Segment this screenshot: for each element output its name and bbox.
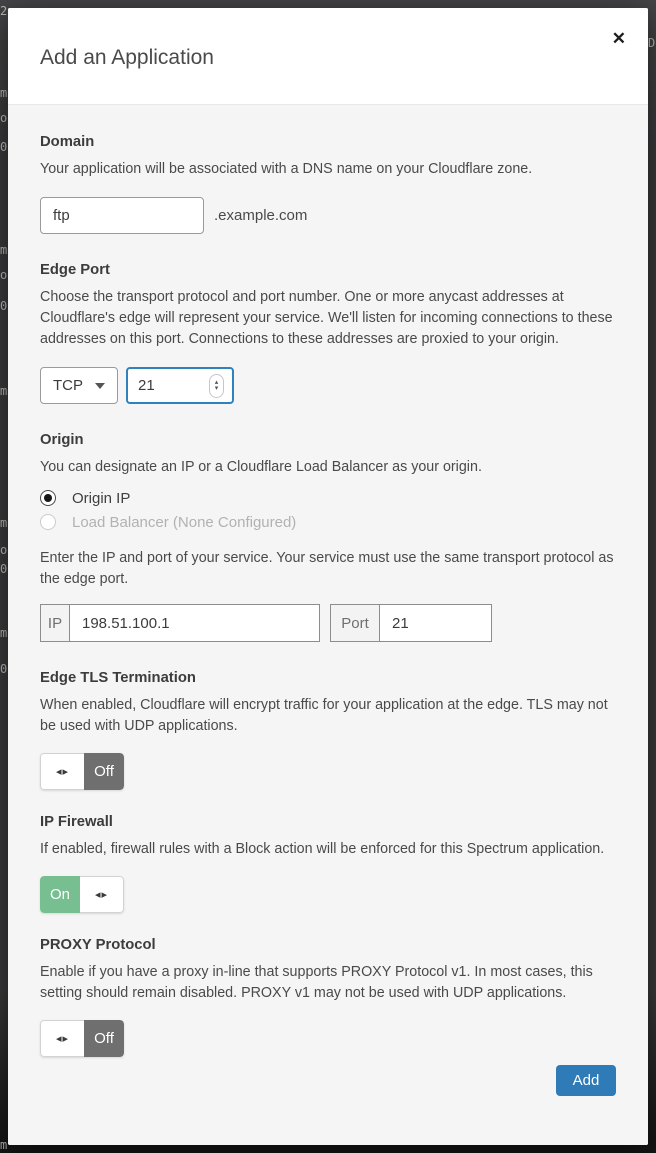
domain-description: Your application will be associated with a DNS name on your Cloudflare zone.	[40, 161, 533, 177]
toggle-knob-icon: ◂▸	[40, 1020, 84, 1057]
ip-firewall-label: IP Firewall	[40, 814, 113, 830]
backdrop-text-fragment: o	[0, 111, 8, 125]
backdrop-text-fragment: m	[0, 1138, 8, 1152]
protocol-select[interactable]	[40, 367, 118, 404]
close-icon[interactable]: ✕	[611, 29, 626, 48]
backdrop-text-fragment: D	[648, 36, 656, 50]
toggle-knob-icon: ◂▸	[40, 753, 84, 790]
edge-port-controls	[40, 367, 616, 404]
origin-radios	[40, 486, 616, 534]
backdrop-text-fragment: 0	[0, 299, 8, 313]
origin-ip-radio-row[interactable]	[40, 486, 616, 510]
modal-title: Add an Application	[40, 46, 214, 69]
origin-ip-input[interactable]	[70, 605, 319, 641]
proxy-protocol-toggle[interactable]	[40, 1020, 124, 1057]
edge-port-description: Choose the transport protocol and port number. One or more anycast addresses at Cloudflare's edge will represent your service. We'll listen for incoming connections to these addresses on this port. Connections to these addresses are proxied to your origin.	[40, 289, 613, 347]
modal-header	[8, 8, 648, 104]
ip-firewall-toggle[interactable]	[40, 876, 124, 913]
proxy-protocol-description: Enable if you have a proxy in-line that supports PROXY Protocol v1. In most cases, this setting should remain disabled. PROXY v1 may not be used with UDP applications.	[40, 964, 593, 1001]
edge-tls-label: Edge TLS Termination	[40, 670, 196, 686]
protocol-select-value: TCP	[53, 377, 83, 394]
origin-description: You can designate an IP or a Cloudflare Load Balancer as your origin.	[40, 459, 482, 475]
stepper-up-icon[interactable]: ▴	[214, 378, 219, 386]
edge-port-input-wrap	[126, 367, 234, 404]
backdrop-text-fragment: m	[0, 626, 8, 640]
origin-port-group	[330, 604, 492, 642]
backdrop-text-fragment: o	[0, 543, 8, 557]
add-button[interactable]: Add	[556, 1065, 616, 1096]
port-prefix-label: Port	[331, 605, 380, 641]
backdrop-text-fragment: m	[0, 516, 8, 530]
backdrop-text-fragment: 0	[0, 562, 8, 576]
edge-tls-toggle[interactable]	[40, 753, 124, 790]
origin-ip-description: Enter the IP and port of your service. Your service must use the same transport protocol as the edge port.	[40, 550, 614, 587]
stepper-down-icon[interactable]: ▾	[214, 384, 219, 392]
origin-inputs-row	[40, 604, 616, 642]
ip-prefix-label: IP	[41, 605, 70, 641]
edge-tls-description: When enabled, Cloudflare will encrypt traffic for your application at the edge. TLS may not be used with UDP applications.	[40, 697, 608, 734]
origin-label: Origin	[40, 432, 84, 448]
backdrop-text-fragment: 0	[0, 140, 8, 154]
origin-ip-group	[40, 604, 320, 642]
backdrop-text-fragment: m	[0, 243, 8, 257]
backdrop-text-fragment: o	[0, 268, 8, 282]
backdrop-text-fragment: m	[0, 384, 8, 398]
backdrop-text-fragment: 0	[0, 662, 8, 676]
domain-input[interactable]	[40, 197, 204, 234]
number-stepper-icon[interactable]	[209, 374, 224, 398]
add-application-modal	[8, 8, 648, 1145]
radio-disabled-icon	[40, 514, 56, 530]
toggle-knob-icon: ◂▸	[80, 876, 124, 913]
modal-body	[8, 104, 648, 1145]
chevron-down-icon	[95, 383, 105, 389]
edge-port-label: Edge Port	[40, 262, 110, 278]
origin-ip-radio-label: Origin IP	[72, 489, 131, 507]
backdrop-text-fragment: 2	[0, 4, 8, 18]
domain-label: Domain	[40, 134, 95, 150]
load-balancer-radio-row	[40, 510, 616, 534]
edge-port-input[interactable]	[138, 377, 198, 394]
proxy-protocol-label: PROXY Protocol	[40, 937, 156, 953]
domain-suffix: .example.com	[214, 207, 308, 224]
domain-row	[40, 197, 616, 234]
origin-port-input[interactable]	[380, 605, 491, 641]
edge-tls-toggle-state: Off	[84, 753, 124, 790]
load-balancer-radio-label: Load Balancer (None Configured)	[72, 513, 297, 531]
radio-selected-icon[interactable]	[40, 490, 56, 506]
modal-footer	[40, 1065, 616, 1096]
proxy-protocol-toggle-state: Off	[84, 1020, 124, 1057]
backdrop-text-fragment: m	[0, 86, 8, 100]
ip-firewall-description: If enabled, firewall rules with a Block action will be enforced for this Spectrum application.	[40, 841, 605, 857]
ip-firewall-toggle-state: On	[40, 876, 80, 913]
